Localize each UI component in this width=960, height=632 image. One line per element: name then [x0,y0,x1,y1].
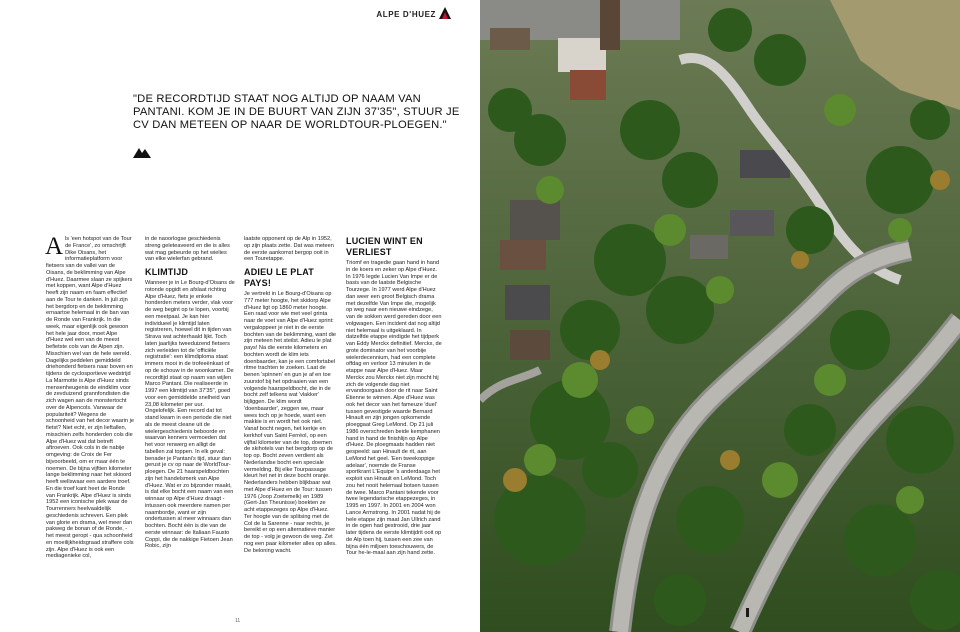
drop-cap: A [45,233,64,260]
page-number: 11 [235,618,241,624]
mountain-logo-icon [438,6,452,20]
aerial-photo-illustration [480,0,960,632]
column-2-intro: in de naoorlogse geschiedenis streng geleteaveerd en die is alles wat mag gebeurde op het wielies van elke wielerfan gebrand. [145,236,230,263]
pull-quote: "DE RECORDTIJD STAAT NOG ALTIJD OP NAAM VAN PANTANI. KOM JE IN DE BUURT VAN ZIJN 37'35", STUUR JE CV DAN METEEN OP NAAR DE WORLDTOUR-PLOEGEN." [133,93,460,131]
mountain-quote-icon [133,146,151,158]
column-3-text: Je vertrekt in Le Bourg-d'Oisans op 777 meter hoogte, het skidorp Alpe d'Huez ligt op 1860 meter hoogte. Een raad voor wie met veel grinta naar de voet van Alpe d'Huez sprint: vergaloppeer je niet in de eerste bochten van de beklimming, want die zijn meteen het steilst. Adieu le plat pays! Na die eerste kilometers en bochten wordt de klim iets doenbaarder, kan je een comfortabel ritme trachten te zoeken. Laat de benen 'spinnen' en gun je af en toe zuurstof bij het opdraaien van een volgende haarspeldbocht, die in de bocht zelf telkens wat 'vlakker' bijliggen. De klim wordt 'doenbaarder', zeggen we, maar wees toch op je hoede, want een makkie is en wordt het ook niet. Vanaf bocht negen, het kerkje en kerkhof van Saint Ferréol, op een vijftal kilometer van de top, doemen de skihotels van het bergdorp op de top op. Bocht zeven verdient als Nederlandse bocht een speciale vermelding. Bij elke Tourpassage kleurt het net in deze bocht oranje. Nederlanders hebben blijkbaar wat met Alpe d'Huez en de Tour: tussen 1976 (Joop Zoetemelk) en 1989 (Gert-Jan Theunisse) boekten ze acht etappezeges op Alpe d'Huez. Ter hoogte van de splitsing met de Col de la Sarenne - naar rechts, je bereikt er op een alternatieve manier de top - volg je gewoon de weg. Zet nog een paar kilometer alles op alles. De beloning wacht. [244,291,337,554]
column-3-intro: laatste opponent op de Alp in 1952, op zijn plaats zette. Dat was meteen de eerste aankomst bergop ooit in een Touretappe. [244,236,334,263]
article-column-1 [45,233,135,560]
column-2-text: Wanneer je in Le Bourg-d'Oisans de rotonde opgidt en afslaat richting Alpe d'Huez, fiets je enkele honderden meters verder, vlak voor de weg begint op te lopen, voorbij een meetpaal. Je kan hier individueel je klimtijd laten registreren, hoewel dit in tijden van Strava wat achterhaald lijkt. Toch laten jaarlijks tweeduizend fietsers zich verleiden tot de 'officiële registratie': een klimdiploma staat immers mooi in de trofeeënkast of op de schouw in de woonkamer. De recordtijd staat op naam van wijlen Marco Pantani. Die realiseerde in 1997 een klimtijd van 37'35", goed voor een gemiddelde snelheid van 23,08 kilometer per uur. Ongelofelijk. Een record dat tot stand kwam in een periode die niet als de meest cleane uit de wielergeschiedenis beboorde en waarvan kenners vermoeden dat het voor renwerg en alligt de tabellen zal toppen. In elk geval: benader je Pantani's tijd, stuur dan gerust je cv op naar de WorldTour-ploegen. De 21 haarspeldbochten zijn het handelsmerk van Alpe d'Huez. Wat er zo bijzonder maakt, is dat elke bocht een naam van een winnaar op Alpe d'Huez draagt - intussen ook meerdere namen per naambordje, want er zijn ondertussen al meer winnaars dan bochten. Bocht één is die van de eerste winnaar: de Italiaan Fausto Coppi, die de nakkige Fietoen Jean Robic, zijn [145,280,235,550]
article-column-3 [244,236,337,554]
alpe-dhuez-aerial-photo [480,0,960,632]
column-4-text: Triomf en tragedie gaan hand in hand in de koers en zeker op Alpe d'Huez. In 1976 legde Lucien Van Impe er de basis van de laatste Belgische Tourzege. In 1977 werd Alpe d'Huez dan weer een groot Belgisch drama met dezelfde Van Impe die, mogelijk op weg naar een nieuwe eindzege, van de sokken werd gereden door een volgwagen. Een incident dat nog altijd niet helemaal is uitgeklaard. In datzelfde etappe eindigde het tijdperk van Eddy Merckx definitief. Merckx, de grote dominator van het voorbije wielerdecennium, had een complete offdag en verloor 13 minuten in de etappe naar Alpe d'Huez. Maar Merckx zou Merckx niet zijn mocht hij zich de volgende dag niet ervandoorgaan door de rit naar Saint Étienne te winnen. Alpe d'Huez was ook het decor van het fameuze 'duel' tussen gevestigde waarde Bernard Hinault en zijn jongen opkomende ploeggaat Greg LeMond. Op 21 juli 1986 overschreden beide kemphanen hand in hand de finishlijn op Alpe d'Huez. De ploegmaats hadden niet gespeeld: aan Hinault de rit, aan LeMond het geel. 'Een tweekoppige adelaar', noemde de Franse sportkrant L'Equipe 's anderdaags het exploit van Hinault en LeMond. Toch zou het nooit helemaal botsen tussen de twee. Marco Pantani tekende voor twee legendarische etappezeges, in 1995 en 1997. In 2001 en 2004 won Lance Armstrong. In 2001 nadat hij de hele etappe zijn maat Jan Ullrich zand in de ogen had gestrooid, drie jaar later tijdens de eerste klimtijdrit ooit op de Alp toen hij, tussen een zee van bijna één miljoen toeschouwers, de Tour he-le-maal aan zijn hand zette. [346,260,442,557]
subhead-klimtijd: KLIMTIJD [145,267,189,277]
article-column-2 [145,236,235,550]
subhead-adieu: ADIEU LE PLAT PAYS! [244,267,314,288]
article-column-4 [346,236,442,557]
subhead-lucien: LUCIEN WINT EN VERLIEST [346,236,423,257]
section-tag: ALPE D'HUEZ [376,10,436,19]
column-1-text: ls 'een hotspot van de Tour de France', zo omschrijft Dike Oisans, het informatieplatform voor fietsers van de vallei van de Oisans, de beklimming van Alpe d'Huez. Daarmee slaan ze spijkers met koppen, want Alpe d'Huez heeft zijn naam en faam effectief aan de Tour te danken. In juli zijn het bergdorp en de beklimming ernaartoe helemaal in de ban van de Ronde van Frankrijk. In die week, maar eigenlijk ook gewoon het hele jaar door, moet Alpe d'Huez wel een van de meest befietste cols van de Alpen zijn. Misschien wel van de hele wereld. Dagelijks peddelen gemiddeld driehonderd fietsers naar boven en tijdens de cyclosportieve wedstrijd La Marmotte is Alpe d'Huez sinds mensenheugenis de eindklim voor de zevduizend grannfondisten die zich wagen aan de monstertocht over de Alpencols. Vanwaar de populariteit? Wegens de schoonheid van het decor waarin je fietst? Niet echt, er zijn lieftallen, misschien zelfs honderden cols die Alpe d'Huez wat dat betreft aftroeven. Ook cols in de nabije omgeving: de Croix de Fer bijvoorbeeld, om er maar één te noemen. De bijna vijftien kilometer lange beklimming naar het skioord heeft wellswaar een aardere troef. En die troef kant heet de Ronde van Frankrijk. Alpe d'Huez is sinds 1952 een iconische plek waar de Tourrenners heelvaaldelijk geschiedenis schreven. Een plek van glorie en drama, wel meer dan pakweg de bonan of de Ronde, - het meest geropt - qua schoonheid en moeilijkheidsgraad straffere cols zijn. Alpe d'Huez is ook een mediagenieke col, [46,236,135,560]
